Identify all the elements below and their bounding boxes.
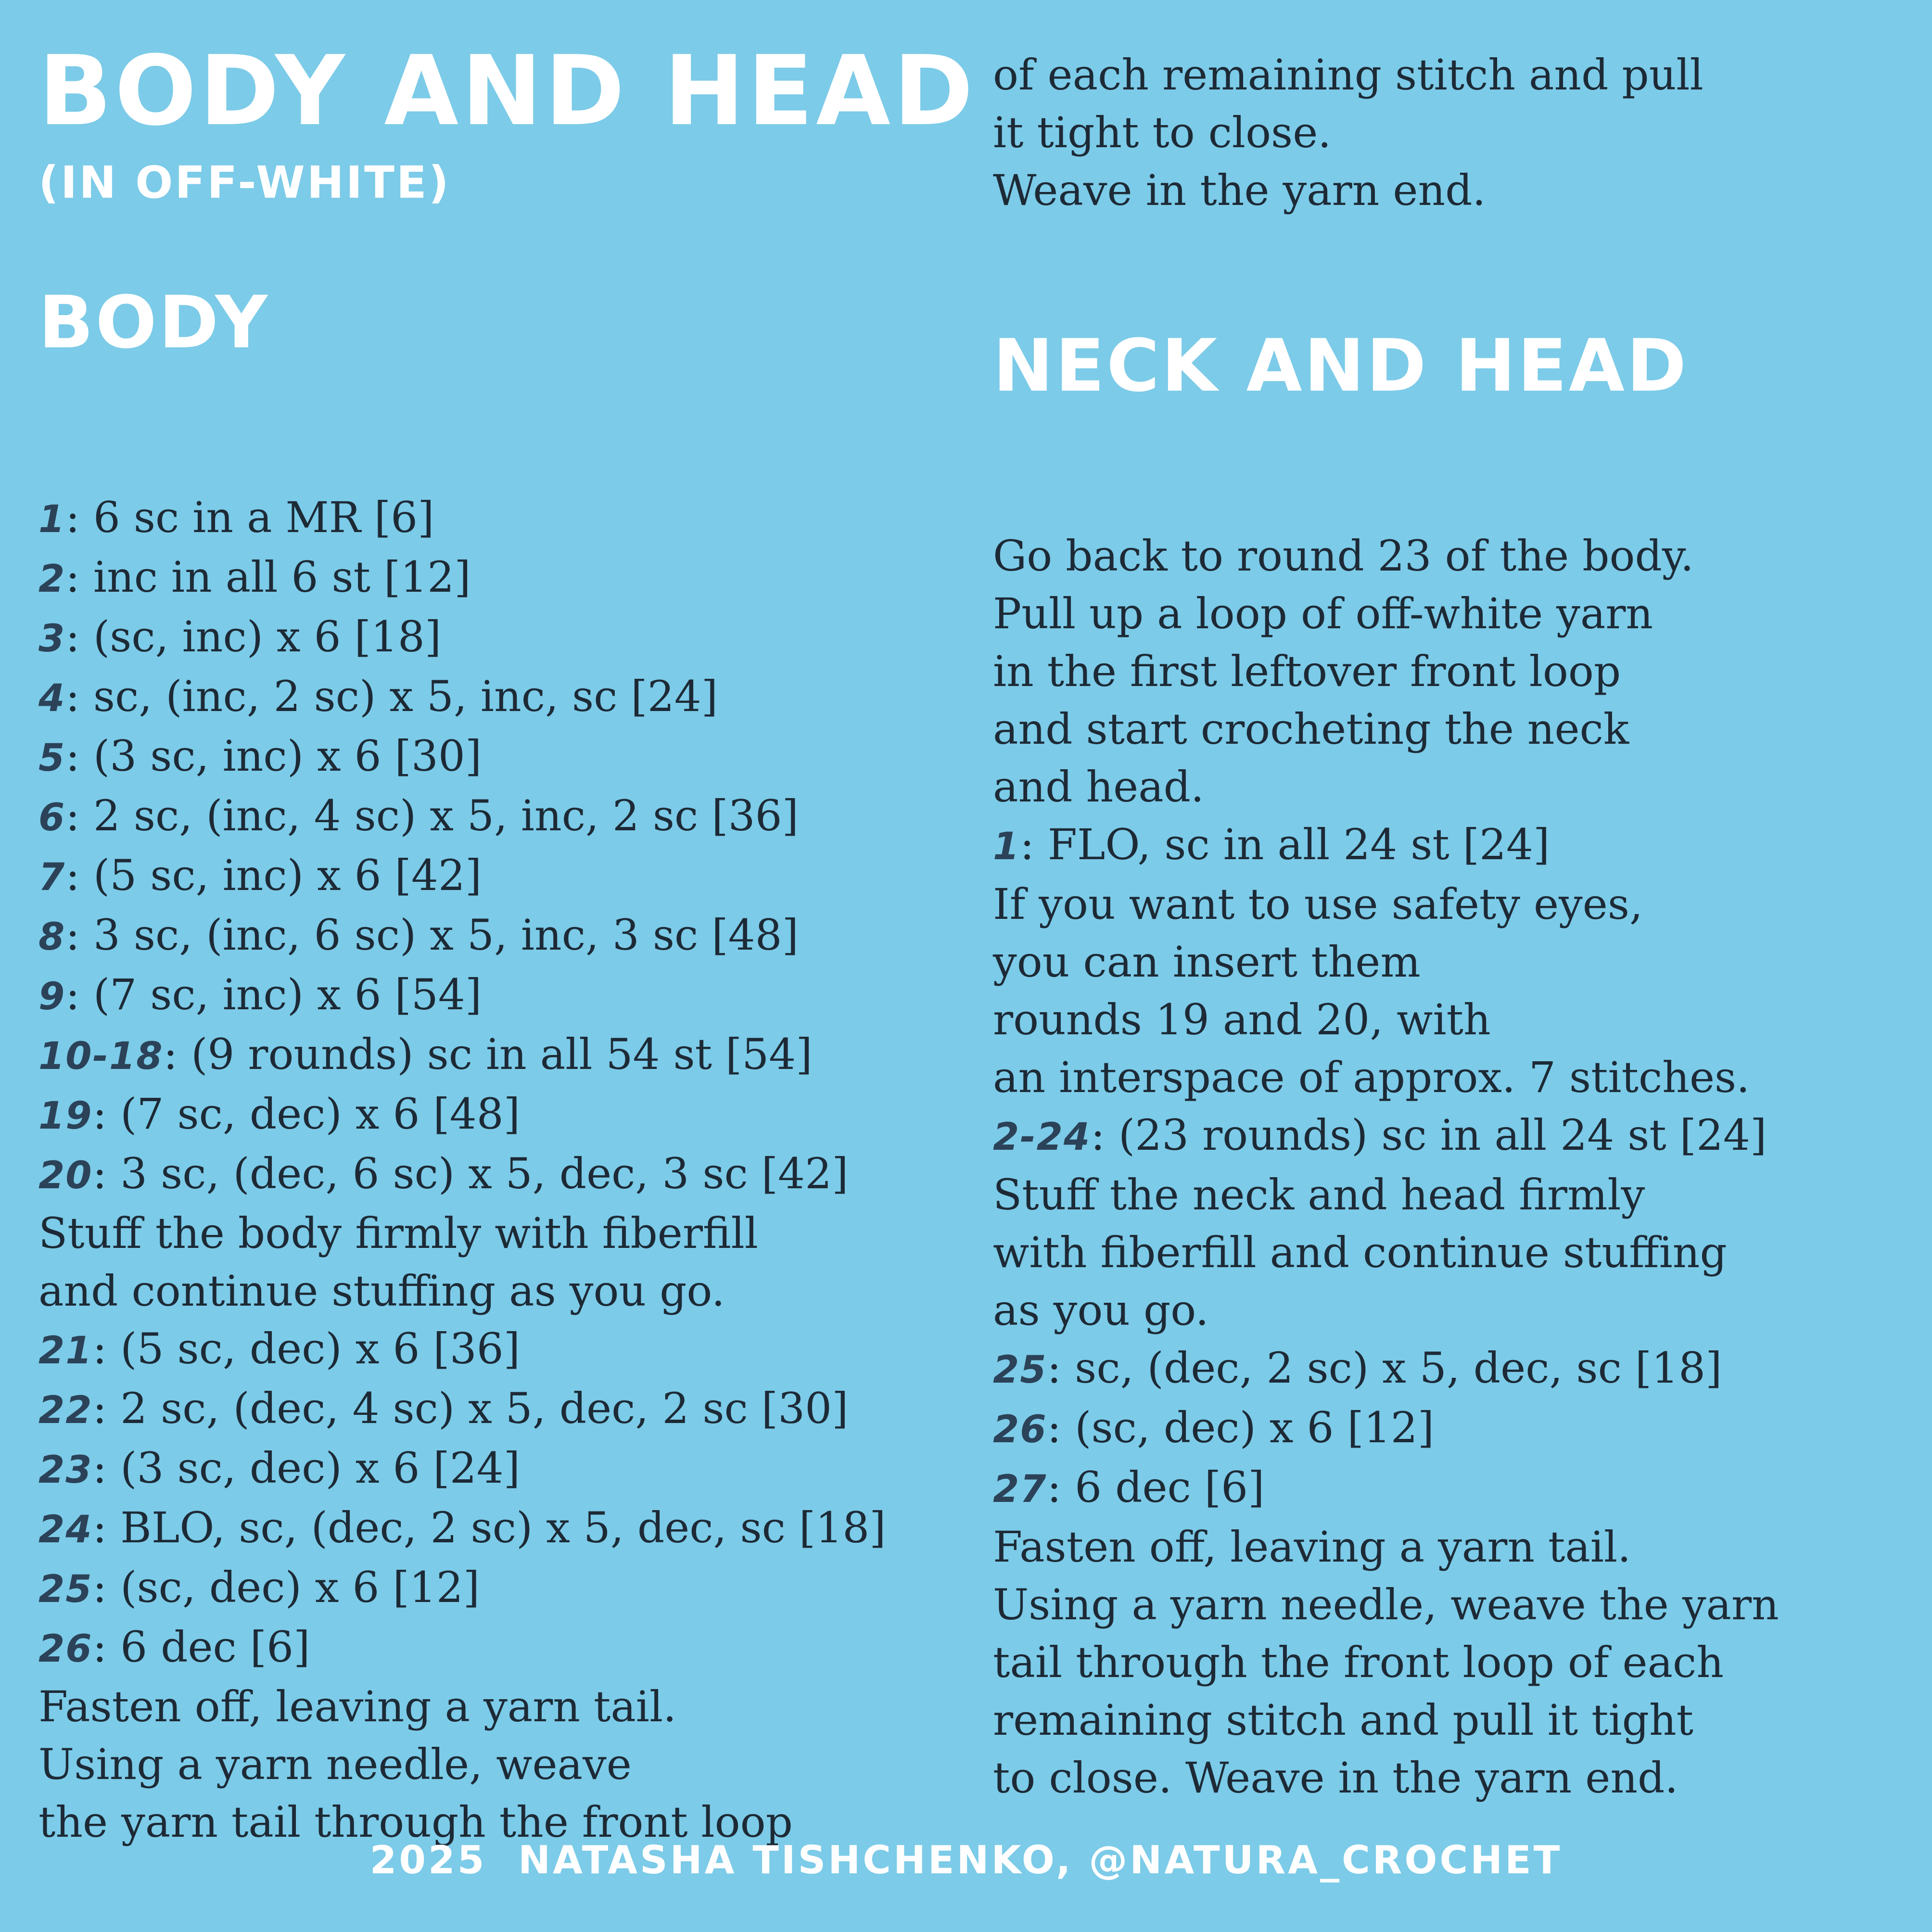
instruction-line [38, 966, 981, 1026]
instruction-text: remaining stitch and pull it tight [993, 1695, 1694, 1745]
instruction-line [38, 1145, 981, 1205]
instruction-line [38, 1499, 981, 1559]
instruction-line [993, 991, 1907, 1049]
round-number: 8 [38, 915, 66, 959]
instruction-text: : (5 sc, inc) x 6 [42] [65, 851, 482, 900]
instruction-line [993, 1166, 1907, 1224]
instruction-text: Pull up a loop of off-white yarn [993, 589, 1653, 638]
neck-and-head-instructions [993, 527, 1907, 1807]
page-title: BODY AND HEAD [38, 35, 976, 147]
instruction-text: : 2 sc, (inc, 4 sc) x 5, inc, 2 sc [36] [65, 791, 799, 840]
instruction-text: : (sc, dec) x 6 [12] [92, 1563, 480, 1612]
instruction-text: Fasten off, leaving a yarn tail. [993, 1522, 1631, 1572]
instruction-line [38, 668, 981, 727]
instruction-line [38, 1085, 981, 1145]
instruction-line [993, 527, 1907, 585]
instruction-text: : (3 sc, dec) x 6 [24] [92, 1443, 521, 1493]
instruction-line [993, 1691, 1907, 1749]
instruction-text: the yarn tail through the front loop [38, 1797, 793, 1847]
body-heading: BODY [38, 281, 270, 365]
instruction-text: : 3 sc, (dec, 6 sc) x 5, dec, 3 sc [42] [92, 1149, 849, 1198]
instruction-line [38, 1678, 981, 1736]
instruction-text: Using a yarn needle, weave [38, 1740, 632, 1789]
instruction-text: Using a yarn needle, weave the yarn [993, 1580, 1779, 1629]
instruction-text: tail through the front loop of each [993, 1638, 1724, 1687]
instruction-line [993, 933, 1907, 991]
instruction-line [993, 1749, 1907, 1807]
instruction-line [38, 1320, 981, 1380]
instruction-text: to close. Weave in the yarn end. [993, 1753, 1678, 1803]
instruction-text: : 2 sc, (dec, 4 sc) x 5, dec, 2 sc [30] [92, 1384, 849, 1433]
round-number: 22 [38, 1389, 93, 1432]
instruction-line [38, 1205, 981, 1262]
instruction-text: : sc, (dec, 2 sc) x 5, dec, sc [18] [1047, 1343, 1722, 1393]
instruction-text: in the first leftover front loop [993, 647, 1621, 696]
instruction-line [993, 1224, 1907, 1282]
instruction-line [38, 548, 981, 608]
instruction-text: : (5 sc, dec) x 6 [36] [92, 1324, 521, 1373]
round-number: 19 [38, 1094, 93, 1138]
footer-credit: 2025 NATASHA TISHCHENKO, @NATURA_CROCHET [369, 1838, 1563, 1882]
instruction-line [38, 1439, 981, 1499]
instruction-line: it tight to close. [993, 108, 1332, 157]
instruction-text: as you go. [993, 1285, 1209, 1335]
body-instructions [38, 489, 981, 1851]
instruction-text: you can insert them [993, 937, 1421, 987]
instruction-line [993, 1518, 1907, 1576]
instruction-text: rounds 19 and 20, with [993, 995, 1491, 1044]
instruction-line [993, 816, 1907, 876]
round-number: 21 [38, 1329, 93, 1373]
instruction-line [38, 1026, 981, 1085]
instruction-line [993, 1282, 1907, 1339]
instruction-text: : (7 sc, inc) x 6 [54] [65, 970, 482, 1019]
instruction-text: an interspace of approx. 7 stitches. [993, 1053, 1750, 1102]
round-number: 26 [993, 1408, 1047, 1451]
round-number: 24 [38, 1508, 93, 1551]
round-number: 4 [38, 677, 66, 720]
instruction-text: If you want to use safety eyes, [993, 879, 1643, 929]
round-number: 9 [38, 975, 66, 1018]
instruction-line [993, 1399, 1907, 1459]
instruction-text: and start crocheting the neck [993, 704, 1629, 754]
neck-and-head-heading: NECK AND HEAD [993, 324, 1689, 408]
round-number: 6 [38, 796, 66, 839]
round-number: 27 [993, 1468, 1047, 1511]
instruction-line [38, 1262, 981, 1320]
body-instructions-continued [993, 46, 1907, 219]
instruction-text: : (sc, dec) x 6 [12] [1047, 1403, 1435, 1452]
instruction-line [993, 876, 1907, 933]
round-number: 1 [993, 825, 1020, 868]
instruction-text: : 3 sc, (inc, 6 sc) x 5, inc, 3 sc [48] [65, 910, 799, 960]
round-number: 25 [993, 1348, 1047, 1392]
instruction-text: : sc, (inc, 2 sc) x 5, inc, sc [24] [65, 672, 718, 721]
instruction-line [993, 1049, 1907, 1106]
instruction-line [38, 787, 981, 847]
instruction-text: Fasten off, leaving a yarn tail. [38, 1682, 677, 1731]
instruction-line [993, 643, 1907, 700]
round-number: 26 [38, 1627, 93, 1671]
instruction-line [993, 700, 1907, 758]
instruction-text: with fiberfill and continue stuffing [993, 1228, 1727, 1277]
round-number: 25 [38, 1568, 93, 1611]
round-number: 20 [38, 1154, 93, 1197]
instruction-line [993, 1576, 1907, 1634]
instruction-text: : (23 rounds) sc in all 24 st [24] [1091, 1110, 1767, 1160]
instruction-text: and head. [993, 762, 1204, 812]
round-number: 5 [38, 737, 66, 780]
instruction-text: : 6 sc in a MR [6] [65, 493, 434, 542]
instruction-text: : FLO, sc in all 24 st [24] [1020, 820, 1550, 869]
instruction-line [38, 906, 981, 966]
instruction-line [38, 489, 981, 548]
instruction-line [993, 1459, 1907, 1518]
instruction-line [38, 727, 981, 787]
instruction-line [993, 758, 1907, 816]
instruction-line [38, 1380, 981, 1439]
round-number: 1 [38, 498, 66, 541]
instruction-line [38, 1559, 981, 1618]
round-number: 23 [38, 1449, 93, 1492]
instruction-line [993, 1339, 1907, 1399]
instruction-text: : (3 sc, inc) x 6 [30] [65, 731, 482, 781]
round-number: 7 [38, 856, 66, 899]
instruction-text: : (sc, inc) x 6 [18] [65, 612, 442, 661]
instruction-text: : BLO, sc, (dec, 2 sc) x 5, dec, sc [18] [92, 1503, 886, 1552]
instruction-text: : (7 sc, dec) x 6 [48] [92, 1089, 521, 1139]
left-column [38, 35, 981, 1851]
round-number: 10-18 [38, 1035, 164, 1078]
instruction-text: Go back to round 23 of the body. [993, 531, 1694, 581]
round-number: 3 [38, 617, 66, 661]
instruction-line: Weave in the yarn end. [993, 165, 1486, 215]
instruction-text: : inc in all 6 st [12] [65, 552, 471, 602]
instruction-line [38, 1618, 981, 1678]
instruction-text: : 6 dec [6] [1047, 1462, 1265, 1512]
instruction-text: Stuff the neck and head firmly [993, 1170, 1645, 1220]
instruction-line [38, 608, 981, 668]
instruction-line [38, 847, 981, 906]
instruction-text: : (9 rounds) sc in all 54 st [54] [163, 1030, 813, 1079]
instruction-line [993, 1106, 1907, 1166]
page-subtitle: (IN OFF-WHITE) [38, 157, 451, 208]
right-column [993, 46, 1907, 1807]
instruction-line [38, 1736, 981, 1793]
instruction-line: of each remaining stitch and pull [993, 50, 1703, 100]
instruction-text: Stuff the body firmly with fiberfill [38, 1208, 758, 1258]
instruction-text: : 6 dec [6] [92, 1622, 310, 1672]
instruction-text: and continue stuffing as you go. [38, 1266, 725, 1316]
round-number: 2 [38, 558, 66, 601]
instruction-line [993, 1634, 1907, 1691]
round-number: 2-24 [993, 1116, 1091, 1159]
instruction-line [993, 585, 1907, 643]
